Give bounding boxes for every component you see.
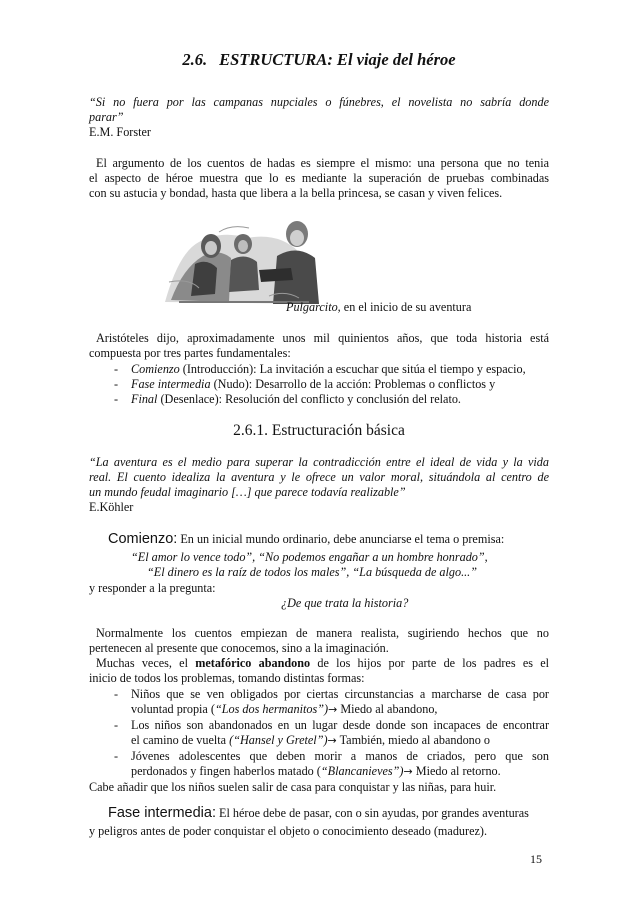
comienzo-text: En un inicial mundo ordinario, debe anunciarse el tema o premisa: [177, 532, 505, 546]
paragraph-line: y responder a la pregunta: [89, 581, 216, 595]
list-item [114, 377, 118, 392]
text: voluntad propia ( [131, 702, 215, 716]
fase-text: El héroe debe de pasar, con o sin ayudas, por grandes aventuras [216, 806, 529, 820]
text: de los hijos por parte de los padres es el [310, 656, 549, 670]
list-term: Fase intermedia [131, 377, 211, 391]
bold-term: metafórico abandono [195, 656, 311, 670]
list-item: Jóvenes adolescentes que deben morir a manos de criados, pero que son [131, 749, 549, 763]
caption-name: Pulgarcito, [286, 300, 341, 314]
paragraph-line: y peligros antes de poder conquistar el objeto o conocimiento deseado (madurez). [89, 824, 487, 838]
list-dash: - [114, 687, 119, 701]
comienzo-label: Comienzo: [108, 531, 178, 547]
list-item [131, 733, 591, 748]
arrow-icon: → [328, 703, 338, 716]
epigraph-author: E.M. Forster [89, 125, 151, 139]
paragraph-line: inicio de todos los problemas, tomando distintas formas: [89, 671, 365, 685]
tale-title: “Blancanieves”) [320, 764, 404, 778]
premise-quotes: “El amor lo vence todo”, “No podemos engañar a un hombre honrado”, [131, 550, 488, 564]
fase-label: Fase intermedia: [108, 805, 216, 821]
epigraph-line: parar” [89, 110, 124, 124]
paragraph-line: compuesta por tres partes fundamentales: [89, 346, 291, 360]
list-term: Final [131, 392, 158, 406]
paragraph-line: Aristóteles dijo, aproximadamente unos mil quinientos años, que toda historia está [96, 331, 549, 345]
section-number: 2.6. [182, 50, 208, 69]
paragraph-line: con su astucia y bondad, hasta que libera a la bella princesa, se casan y viven felices. [89, 186, 503, 200]
text: Miedo al retorno. [412, 764, 501, 778]
subsection-heading: 2.6.1. Estructuración básica [233, 422, 405, 439]
list-text: (Nudo): Desarrollo de la acción: Problemas o conflictos y [210, 377, 496, 391]
text: perdonados y fingen haberlos matado ( [131, 764, 321, 778]
text: Muchas veces, el [96, 656, 196, 670]
paragraph-line: El argumento de los cuentos de hadas es siempre el mismo: una persona que no tenia [96, 156, 549, 170]
paragraph-line: el aspecto de héroe muestra que lo es mediante la superación de pruebas combinadas [89, 171, 549, 185]
paragraph-line: Cabe añadir que los niños suelen salir de casa para conquistar y las niñas, para huir. [89, 780, 497, 794]
comienzo-line [108, 532, 568, 547]
section-heading [0, 50, 638, 70]
list-item [114, 362, 118, 377]
section-title: ESTRUCTURA: El viaje del héroe [219, 50, 456, 69]
list-item [131, 362, 591, 377]
text: Miedo al abandono, [337, 702, 438, 716]
tale-title: (“Hansel y Gretel”) [229, 733, 328, 747]
text: el camino de vuelta [131, 733, 230, 747]
list-dash: - [114, 749, 119, 763]
list-dash: - [114, 392, 119, 406]
premise-quotes: “El dinero es la raíz de todos los males”, “La búsqueda de algo...” [147, 565, 477, 579]
list-dash: - [114, 377, 119, 391]
list-item [131, 702, 591, 717]
epigraph-line: “Si no fuera por las campanas nupciales o fúnebres, el novelista no sabría donde [89, 95, 549, 109]
fase-line [108, 806, 568, 821]
arrow-icon: → [403, 765, 413, 778]
epigraph-line: un mundo feudal imaginario […] que parece todavía realizable” [89, 485, 406, 499]
tale-title: “Los dos hermanitos”) [214, 702, 329, 716]
epigraph-line: real. El cuento idealiza la aventura y le ofrece un valor moral, situándola al centro de [89, 470, 549, 484]
list-item: Los niños son abandonados en un lugar desde donde son incapaces de encontrar [131, 718, 549, 732]
list-text: (Desenlace): Resolución del conflicto y conclusión del relato. [157, 392, 461, 406]
caption-text: en el inicio de su aventura [340, 300, 472, 314]
list-dash: - [114, 362, 119, 376]
text: También, miedo al abandono o [336, 733, 491, 747]
list-term: Comienzo [131, 362, 180, 376]
paragraph-line: pertenecen al presente que conocemos, sino a la imaginación. [89, 641, 389, 655]
list-item [114, 392, 118, 407]
central-question: ¿De que trata la historia? [281, 596, 409, 610]
list-text: (Introducción): La invitación a escuchar que sitúa el tiempo y espacio, [179, 362, 526, 376]
pulgarcito-illustration [159, 212, 323, 308]
list-dash: - [114, 718, 119, 732]
list-item [131, 764, 591, 779]
epigraph-author: E.Köhler [89, 500, 134, 514]
page-number: 15 [530, 852, 542, 866]
list-item [131, 392, 591, 407]
list-item [131, 377, 591, 392]
list-item: Niños que se ven obligados por ciertas circunstancias a marcharse de casa por [131, 687, 549, 701]
arrow-icon: → [327, 734, 337, 747]
epigraph-line: “La aventura es el medio para superar la contradicción entre el ideal de vida y la vida [89, 455, 549, 469]
paragraph-line [96, 656, 549, 671]
illustration-caption [286, 300, 471, 315]
paragraph-line: Normalmente los cuentos empiezan de manera realista, sugiriendo hechos que no [96, 626, 549, 640]
